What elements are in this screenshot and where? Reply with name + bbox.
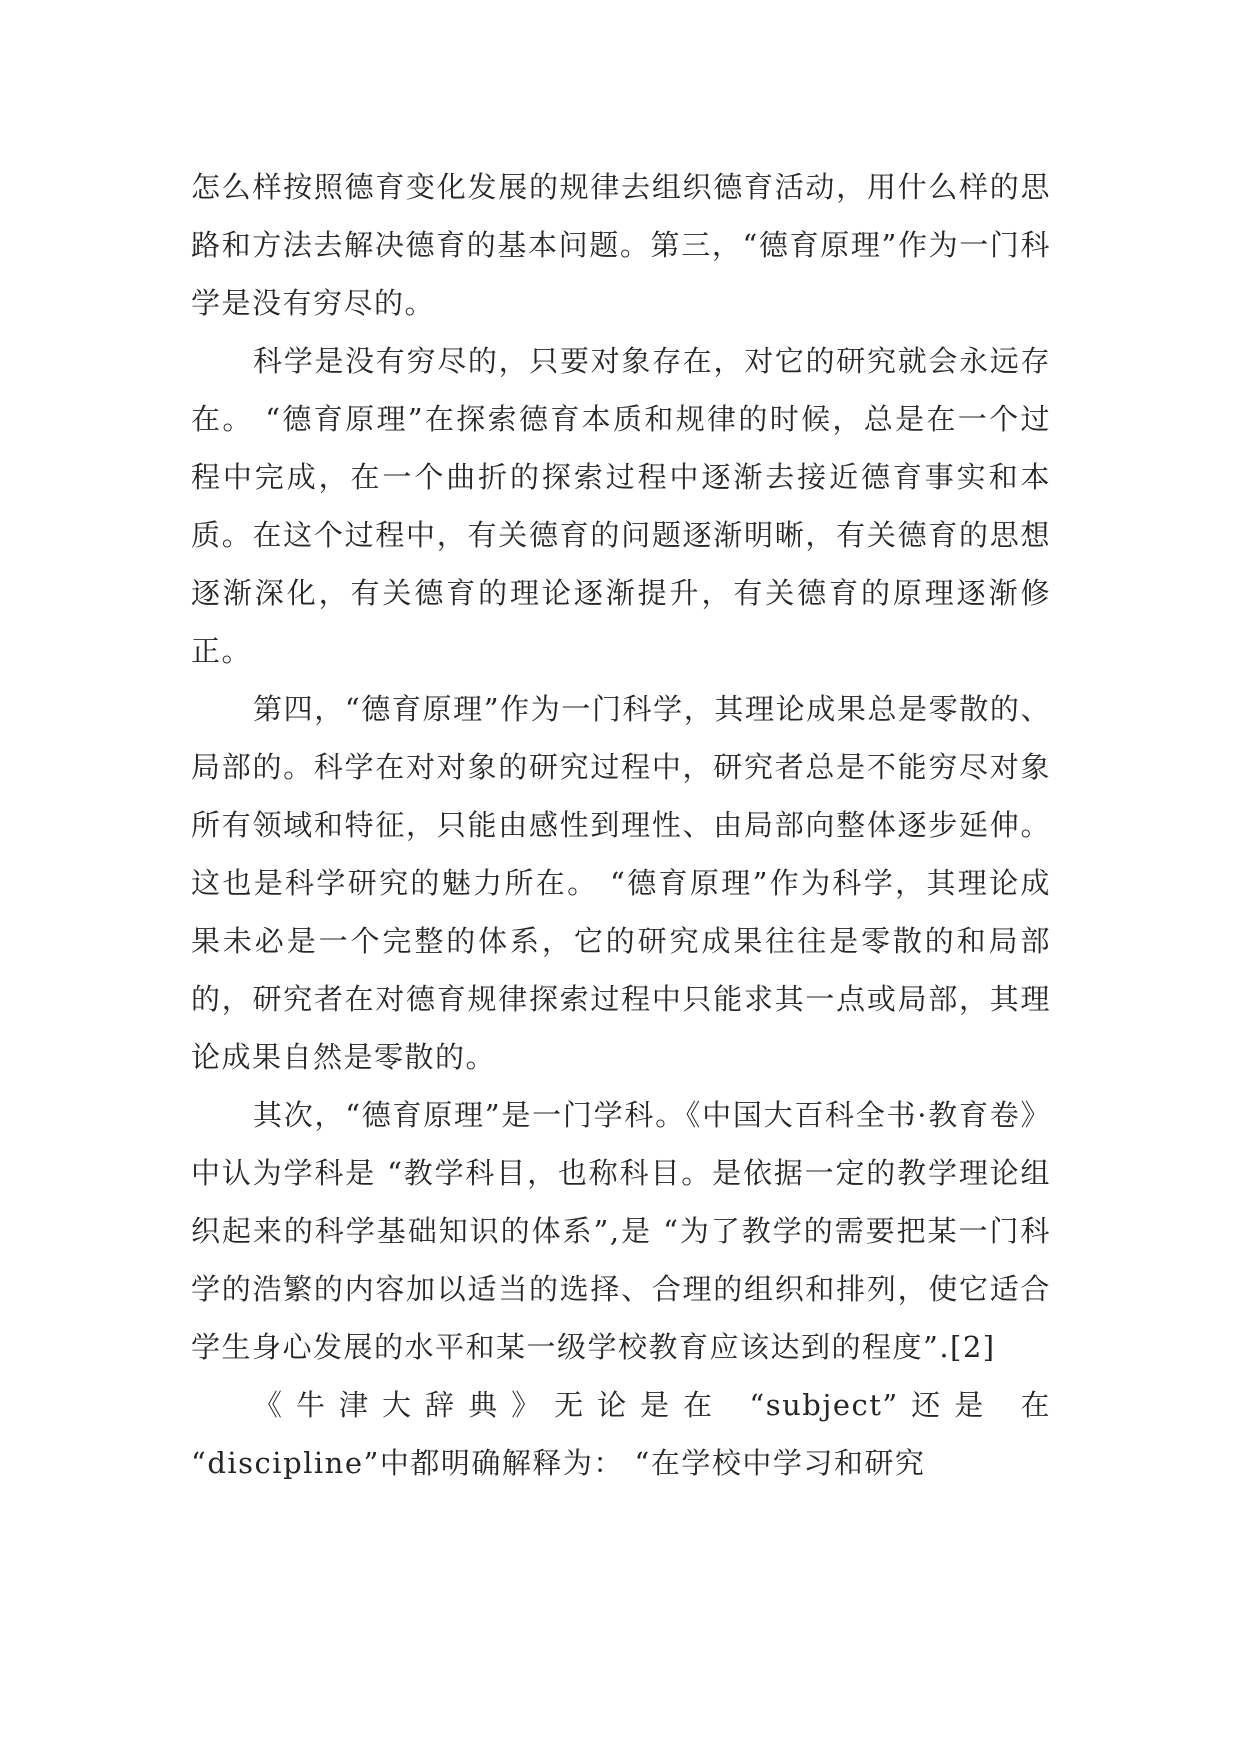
paragraph-5: 《牛津大辞典》无论是在 “subject”还是 在 “discipline”中都明确解释为： “在学校中学习和研究 bbox=[191, 1388, 1051, 1480]
paragraph-4: 其次，“德育原理”是一门学科。《中国大百科全书·教育卷》中认为学科是 “教学科目，也称科目。是依据一定的教学理论组织起来的科学基础知识的体系”,是 “为了教学的需要把某一门科学的浩繁的内容加以适当的选择、合理的组织和排列，使它适合学生身心发展的水平和某一级学校教育应该达到的程度”.[2] bbox=[191, 1098, 1051, 1364]
paragraph-2: 科学是没有穷尽的，只要对象存在，对它的研究就会永远存在。 “德育原理”在探索德育本质和规律的时候，总是在一个过程中完成，在一个曲折的探索过程中逐渐去接近德育事实和本质。在这个过程中，有关德育的问题逐渐明晰，有关德育的思想逐渐深化，有关德育的理论逐渐提升，有关德育的原理逐渐修正。 bbox=[191, 344, 1051, 668]
document-body bbox=[191, 158, 1051, 1492]
paragraph-1: 怎么样按照德育变化发展的规律去组织德育活动，用什么样的思路和方法去解决德育的基本问题。第三，“德育原理”作为一门科学是没有穷尽的。 bbox=[191, 170, 1051, 320]
paragraph-3: 第四，“德育原理”作为一门科学，其理论成果总是零散的、局部的。科学在对对象的研究过程中，研究者总是不能穷尽对象所有领域和特征，只能由感性到理性、由局部向整体逐步延伸。这也是科学研究的魅力所在。 “德育原理”作为科学，其理论成果未必是一个完整的体系，它的研究成果往往是零散的和局部的，研究者在对德育规律探索过程中只能求其一点或局部，其理论成果自然是零散的。 bbox=[191, 692, 1051, 1074]
